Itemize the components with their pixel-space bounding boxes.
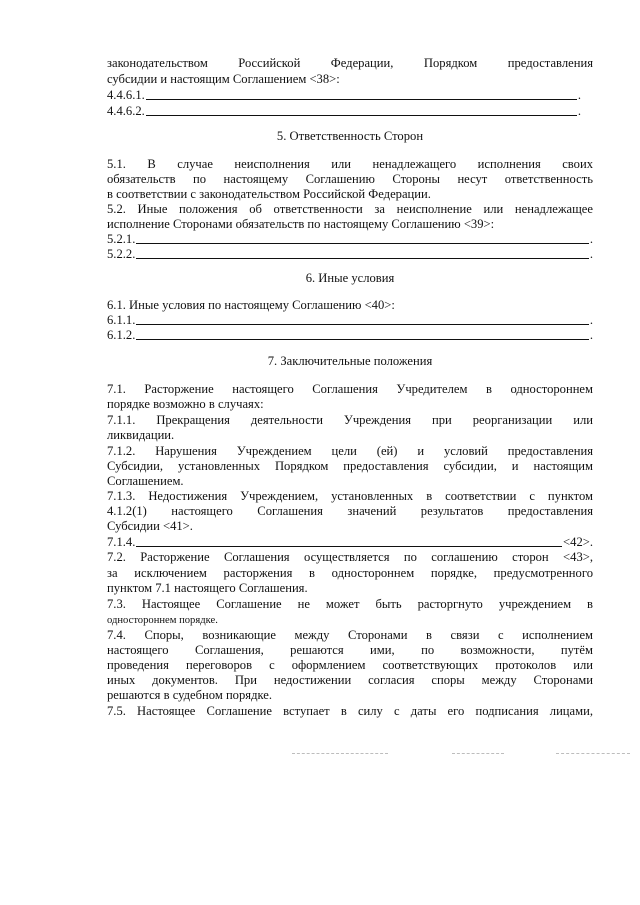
text-line: проведения переговоров с оформлением соответствующих протоколов или bbox=[107, 658, 593, 672]
text-line: одностороннем порядке. bbox=[107, 615, 218, 626]
text-line: 4.1.2(1) настоящего Соглашения значений результатов предоставления bbox=[107, 504, 593, 518]
text-line: Субсидии, установленных Порядком предоставления субсидии, и настоящим bbox=[107, 459, 593, 473]
clause-number: 5.2.2. bbox=[107, 247, 136, 261]
text-line: в соответствии с законодательством Российской Федерации. bbox=[107, 187, 431, 201]
end-dot: . bbox=[589, 328, 593, 342]
clause-number: 7.1.4. bbox=[107, 535, 136, 549]
scan-artifact bbox=[452, 752, 504, 754]
text-line: 5.1. В случае неисполнения или ненадлежащего исполнения своих bbox=[107, 157, 593, 171]
text-line: 5.2. Иные положения об ответственности за неисполнение или ненадлежащее bbox=[107, 202, 593, 216]
section-heading: 5. Ответственность Сторон bbox=[276, 129, 424, 143]
text-line: субсидии и настоящим Соглашением <38>: bbox=[107, 72, 340, 86]
fill-line-522 bbox=[107, 247, 593, 262]
end-dot: . bbox=[577, 88, 581, 102]
fill-line-521 bbox=[107, 232, 593, 247]
blank-underline bbox=[136, 258, 589, 259]
scan-artifact bbox=[292, 752, 388, 754]
fill-line-714 bbox=[107, 535, 593, 550]
text-line: иных документов. При недостижении согласия споры между Сторонами bbox=[107, 673, 593, 687]
text-line: Субсидии <41>. bbox=[107, 519, 193, 533]
text-line: пунктом 7.1 настоящего Соглашения. bbox=[107, 581, 308, 595]
blank-underline bbox=[146, 99, 577, 100]
text-line: 7.1.2. Нарушения Учреждением цели (ей) и условий предоставления bbox=[107, 444, 593, 458]
text-line: настоящего Соглашения, решаются ими, по возможности, путём bbox=[107, 643, 593, 657]
blank-underline bbox=[136, 324, 589, 325]
blank-underline bbox=[136, 243, 589, 244]
text-line: ликвидации. bbox=[107, 428, 175, 442]
blank-underline bbox=[136, 339, 589, 340]
clause-number: 4.4.6.2. bbox=[107, 104, 145, 118]
blank-underline bbox=[136, 546, 562, 547]
text-line: 6.1. Иные условия по настоящему Соглашению <40>: bbox=[107, 298, 395, 312]
scan-artifact bbox=[556, 752, 630, 754]
section-heading: 6. Иные условия bbox=[305, 271, 395, 285]
text-line: 7.5. Настоящее Соглашение вступает в силу с даты его подписания лицами, bbox=[107, 704, 593, 718]
end-dot: . bbox=[589, 247, 593, 261]
clause-number: 4.4.6.1. bbox=[107, 88, 145, 102]
text-line: Соглашением. bbox=[107, 474, 184, 488]
end-dot: . bbox=[589, 232, 593, 246]
end-dot: . bbox=[577, 104, 581, 118]
fill-line-611 bbox=[107, 313, 593, 328]
text-line: решаются в судебном порядке. bbox=[107, 688, 273, 702]
text-line: 7.1.3. Недостижения Учреждением, установленных в соответствии с пунктом bbox=[107, 489, 593, 503]
text-line: законодательством Российской Федерации, Порядком предоставления bbox=[107, 56, 593, 70]
footnote-ref: <42>. bbox=[563, 535, 593, 549]
text-line: порядке возможно в случаях: bbox=[107, 397, 264, 411]
text-line: исполнение Сторонами обязательств по настоящему Соглашению <39>: bbox=[107, 217, 495, 231]
blank-underline bbox=[146, 115, 577, 116]
text-line: 7.1.1. Прекращения деятельности Учреждения при реорганизации или bbox=[107, 413, 593, 427]
text-line: 7.2. Расторжение Соглашения осуществляется по соглашению сторон <43>, bbox=[107, 550, 593, 564]
text-line: обязательств по настоящему Соглашению Стороны несут ответственность bbox=[107, 172, 593, 186]
text-line: 7.1. Расторжение настоящего Соглашения Учредителем в одностороннем bbox=[107, 382, 593, 396]
clause-number: 6.1.1. bbox=[107, 313, 136, 327]
fill-line-4462 bbox=[107, 104, 581, 119]
fill-line-4461 bbox=[107, 88, 581, 103]
text-line: за исключением расторжения в одностороннем порядке, предусмотренного bbox=[107, 566, 593, 580]
section-heading: 7. Заключительные положения bbox=[267, 354, 433, 368]
text-line: 7.3. Настоящее Соглашение не может быть расторгнуто учреждением в bbox=[107, 597, 593, 611]
clause-number: 6.1.2. bbox=[107, 328, 136, 342]
end-dot: . bbox=[589, 313, 593, 327]
text-line: 7.4. Споры, возникающие между Сторонами в связи с исполнением bbox=[107, 628, 593, 642]
fill-line-612 bbox=[107, 328, 593, 343]
clause-number: 5.2.1. bbox=[107, 232, 136, 246]
